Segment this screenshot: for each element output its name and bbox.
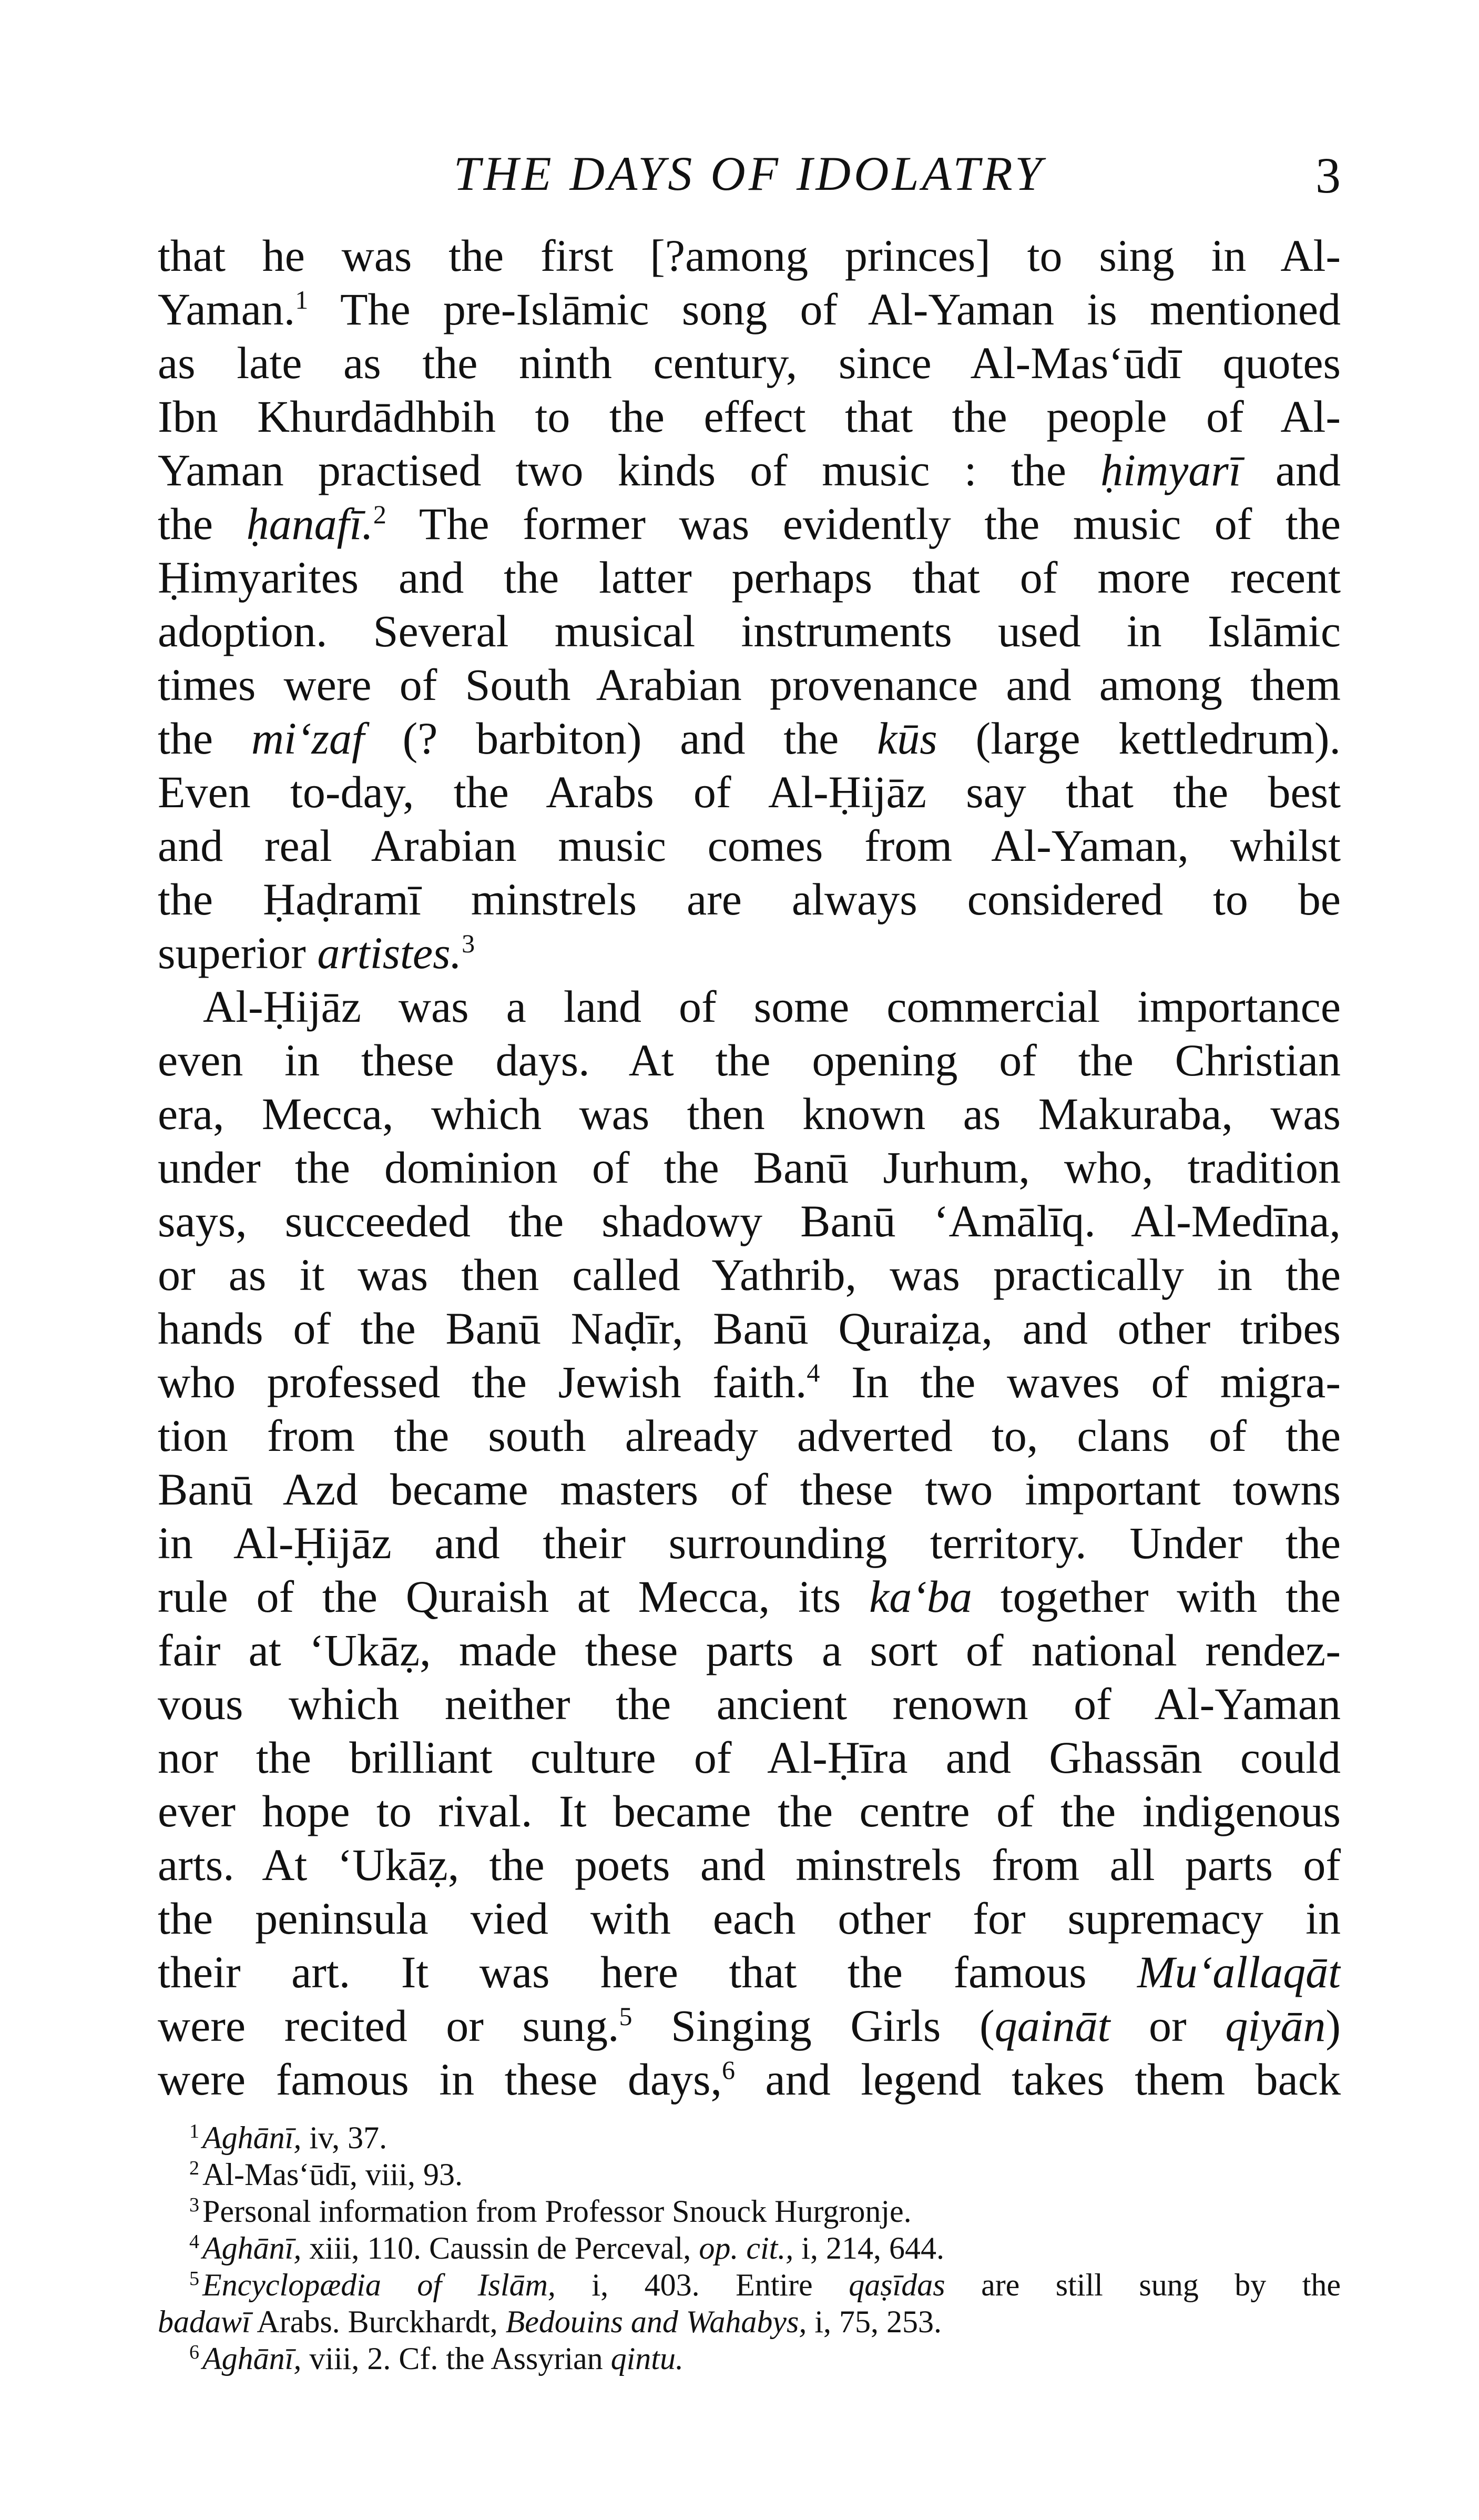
text-line: who professed the Jewish faith.$^4$ In the waves of migra- — [158, 1357, 1341, 1407]
text-line: arts. At ‘Ukāẓ, the poets and minstrels from all parts of — [158, 1840, 1341, 1890]
footnote-ref: 6 — [722, 2055, 736, 2085]
footnote-2: $^2$ Al-Mas‘ūdī, viii, 93. — [189, 2157, 463, 2192]
text-line: superior artistes.$^3$ — [158, 928, 475, 978]
text-line: Banū Azd became masters of these two important towns — [158, 1464, 1341, 1515]
footnote-4: $^4$ Aghānī, xiii, 110. Caussin de Perceval, op. cit., i, 214, 644. — [189, 2231, 944, 2265]
text-line: hands of the Banū Naḍīr, Banū Quraiẓa, and other tribes — [158, 1303, 1341, 1354]
text-line: Yaman.$^1$ The pre-Islāmic song of Al-Yaman is mentioned — [158, 284, 1341, 334]
text-line: even in these days. At the opening of the Christian — [158, 1035, 1341, 1085]
text-line: era, Mecca, which was then known as Makuraba, was — [158, 1089, 1341, 1139]
text-line: times were of South Arabian provenance and among them — [158, 659, 1341, 710]
text-line: Yaman practised two kinds of music : the ḥimyarī and — [158, 445, 1341, 495]
text-line: or as it was then called Yathrib, was practically in the — [158, 1249, 1341, 1300]
running-title: THE DAYS OF IDOLATRY — [453, 147, 1045, 200]
text-line: Ḥimyarites and the latter perhaps that of more recent — [158, 552, 1341, 603]
text-line: were famous in these days,$^6$ and legend takes them back — [158, 2054, 1341, 2105]
footnote-ref: 1 — [295, 285, 309, 314]
text-line: tion from the south already adverted to, clans of the — [158, 1410, 1341, 1461]
page-number: 3 — [1315, 147, 1341, 204]
text-line: nor the brilliant culture of Al-Ḥīra and Ghassān could — [158, 1732, 1341, 1783]
text-line: vous which neither the ancient renown of Al-Yaman — [158, 1679, 1341, 1729]
footnote-6: $^6$ Aghānī, viii, 2. Cf. the Assyrian qintu. — [189, 2341, 684, 2376]
footnote-ref: 2 — [373, 500, 386, 529]
text-line: as late as the ninth century, since Al-Mas‘ūdī quotes — [158, 338, 1341, 388]
text-line: Even to-day, the Arabs of Al-Ḥijāz say that the best — [158, 767, 1341, 817]
paragraph-start: Al-Ḥijāz was a land of some commercial importance — [203, 981, 1341, 1032]
main-text — [158, 229, 1341, 2106]
text-line: ever hope to rival. It became the centre of the indigenous — [158, 1786, 1341, 1836]
text-line: the ḥanafī.$^2$ The former was evidently the music of the — [158, 499, 1341, 549]
text-line: says, succeeded the shadowy Banū ‘Amālīq. Al-Medīna, — [158, 1196, 1341, 1246]
footnote-ref: 5 — [619, 2001, 633, 2031]
text-line: adoption. Several musical instruments used in Islāmic — [158, 606, 1341, 656]
footnote-5: $^5$ Encyclopædia of Islām, i, 403. Entire qaṣīdas are still sung by the — [189, 2268, 1341, 2302]
text-line: under the dominion of the Banū Jurhum, who, tradition — [158, 1142, 1341, 1193]
text-line: the Ḥaḍramī minstrels are always considered to be — [158, 874, 1341, 924]
text-line: were recited or sung.$^5$ Singing Girls (qaināt or qiyān) — [158, 2000, 1341, 2051]
running-head — [158, 142, 1341, 216]
footnote-ref: 4 — [807, 1358, 820, 1387]
text-line: in Al-Ḥijāz and their surrounding territory. Under the — [158, 1518, 1341, 1568]
footnotes — [158, 2119, 1341, 2377]
footnote-5-continued: badawī Arabs. Burckhardt, Bedouins and Wahabys, i, 75, 253. — [158, 2304, 942, 2339]
footnote-3: $^3$ Personal information from Professor Snouck Hurgronje. — [189, 2194, 912, 2229]
text-line: rule of the Quraish at Mecca, its ka‘ba together with the — [158, 1571, 1341, 1622]
text-line: their art. It was here that the famous Mu‘allaqāt — [158, 1947, 1341, 1997]
text-line: Ibn Khurdādhbih to the effect that the people of Al- — [158, 391, 1341, 442]
text-line: the mi‘zaf (? barbiton) and the kūs (large kettledrum). — [158, 713, 1341, 764]
text-line: and real Arabian music comes from Al-Yaman, whilst — [158, 820, 1341, 871]
footnote-1: $^1$ Aghānī, iv, 37. — [189, 2120, 387, 2155]
footnote-ref: 3 — [462, 929, 475, 958]
text-line: the peninsula vied with each other for supremacy in — [158, 1893, 1341, 1944]
text-line: fair at ‘Ukāẓ, made these parts a sort of national rendez- — [158, 1625, 1341, 1675]
text-line: that he was the first [?among princes] to sing in Al- — [158, 230, 1341, 281]
